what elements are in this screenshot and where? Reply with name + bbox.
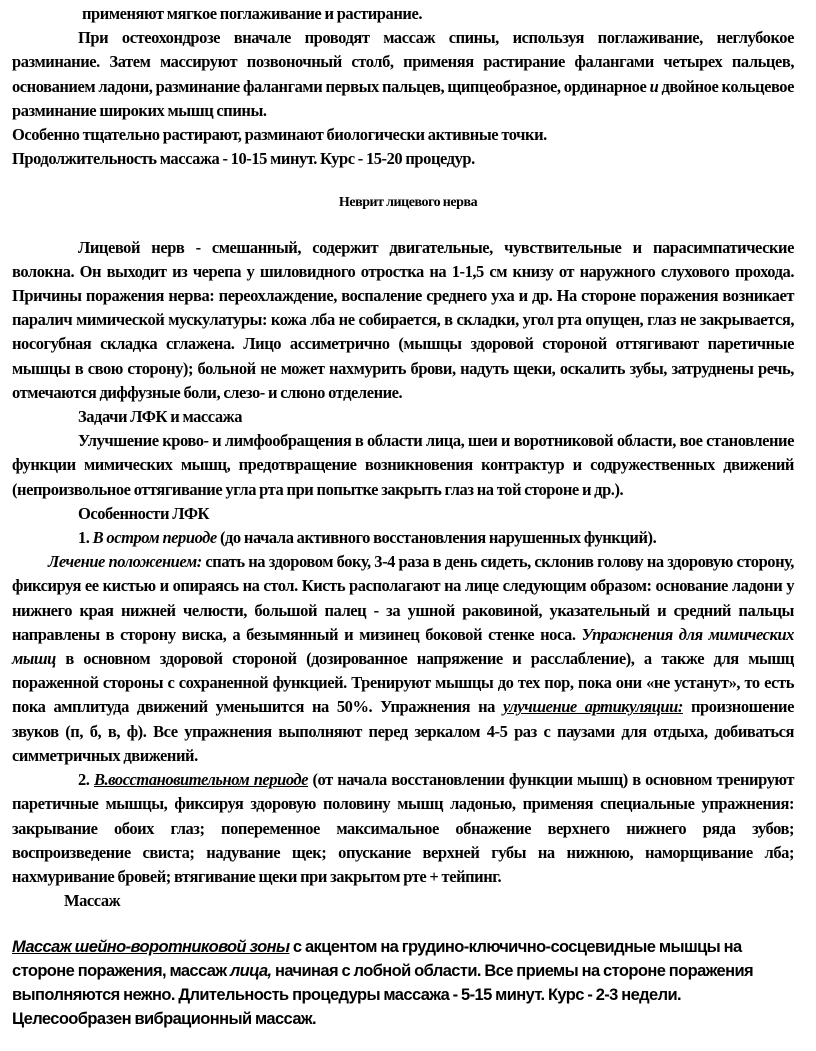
- paragraph-continuation: [12, 2, 794, 26]
- text-italic: и: [649, 76, 659, 96]
- text-italic: лица,: [229, 962, 272, 981]
- list-number: 2.: [78, 770, 90, 790]
- text: (от начала восстановлении функции мышц) в основном тренируют паретичные мышцы, фиксируя здоровую половину мышц ладонью, применяя специальные упражнения: закрывание обоих глаз; попеременное максимальное обнажение верхнего нижнего ряда зубов; воспроизведение свиста; надувание щек; опускание верхней губы на нижнюю, наморщивание лба; нахмуривание бровей; втягивание щеки при закрытом рте + тейпинг.: [12, 770, 794, 886]
- text-italic: Лечение положением:: [48, 552, 202, 572]
- paragraph-period-1: [12, 526, 794, 550]
- text: спать на здоровом боку, 3-4 раза в день сидеть, склонив голову на здоровую сторону, фиксируя ее кистью и опираясь на стол. Кисть располагают на лице следующим образом: основание ладони у нижнего края нижней челюсти, большой палец - за ушной раковиной, указательный и средний пальцы направлены в сторону виска, а безымянный и мизинец боковой стенке носа.: [12, 552, 794, 644]
- section-title: Неврит лицевого нерва: [338, 195, 478, 211]
- text: начиная с лобной области. Все приемы на стороне поражения выполняются нежно. Длительность процедуры массажа - 5-15 минут. Курс - 2-3 недели. Целесообразен вибрационный массаж.: [12, 962, 754, 1029]
- text: Особенно тщательно растирают, разминают биологически активные точки.: [12, 125, 547, 145]
- text-italic: В остром периоде: [92, 528, 217, 548]
- paragraph-tasks: [12, 429, 794, 502]
- text: применяют мягкое поглаживание и растирание.: [82, 4, 422, 23]
- subheading-massage: Массаж: [64, 891, 121, 911]
- text: При остеохондрозе вначале проводят массаж спины, используя поглаживание, неглубокое разминание. Затем массируют позвоночный столб, применяя растирание фалангами четырех пальцев, основанием ладони, разминание фалангами первых пальцев, щипцеобразное, ординарное: [12, 28, 794, 96]
- text: Лицевой нерв - смешанный, содержит двигательные, чувствительные и парасимпатические волокна. Он выходит из черепа у шиловидного отростка на 1-1,5 см книзу от наружного слухового прохода. Причины поражения нерва: переохлаждение, воспаление среднего уха и др. На стороне поражения возникает паралич мимической мускулатуры: кожа лба не собирается, в складки, угол рта опущен, глаз не закрывается, носогубная складка сглажена. Лицо ассиметрично (мышцы здоровой стороной оттягивают паретичные мышцы в свою сторону); больной не может нахмурить брови, надуть щеки, оскалить зубы, затруднены речь, отмечаются диффузные боли, слезо- и слюно отделение.: [12, 237, 794, 402]
- paragraph-osteochondrosis: [12, 26, 794, 123]
- text: произношение звуков (п, б, в, ф). Все упражнения выполняют перед зеркалом 4-5 раз с паузами для отдыха, добиваться симметричных движений.: [12, 697, 794, 765]
- spacer: [12, 913, 794, 935]
- subheading-features: Особенности ЛФК: [78, 503, 210, 523]
- paragraph-positioning: [12, 550, 794, 768]
- paragraph-facial-nerve: [12, 236, 794, 405]
- text: с акцентом на грудино-ключично-сосцевидные мышцы на стороне поражения, массаж: [12, 938, 742, 981]
- text-italic-underline: Массаж шейно-воротниковой зоны: [12, 938, 290, 957]
- text: Улучшение крово- и лимфообращения в области лица, шеи и воротниковой области, вое становление функции мимических мышц, предотвращение возникновения контрактур и содружественных движений (непроизвольное оттягивание угла рта при попытке закрыть глаз на той стороне и др.).: [12, 431, 794, 499]
- text: Продолжительность массажа - 10-15 минут. Курс - 15-20 процедур.: [12, 149, 475, 169]
- text-italic-underline: В.восстановительном периоде: [93, 770, 309, 790]
- text: двойное кольцевое разминание широких мышц спины.: [12, 76, 794, 120]
- text: (до начала активного восстановления нарушенных функций).: [219, 528, 657, 548]
- text: в основном здоровой стороной (дозированное напряжение и расслабление), а также для мышц пораженной стороны с сохраненной функцией. Тренируют мышцы до тех пор, пока они «не устанут», то есть пока амплитуда движений уменьшится на 50%. Упражнения на: [12, 649, 794, 717]
- text-italic: Упражнения для мимических мышц: [12, 624, 794, 669]
- text-italic-underline: улучшение артикуляции:: [503, 697, 683, 717]
- subheading-tasks: Задачи ЛФК и массажа: [78, 407, 242, 427]
- paragraph-duration: [12, 147, 794, 171]
- paragraph-points: [12, 123, 794, 147]
- paragraph-massage: [12, 935, 794, 1031]
- list-number: 1.: [78, 528, 90, 548]
- paragraph-period-2: [12, 768, 794, 889]
